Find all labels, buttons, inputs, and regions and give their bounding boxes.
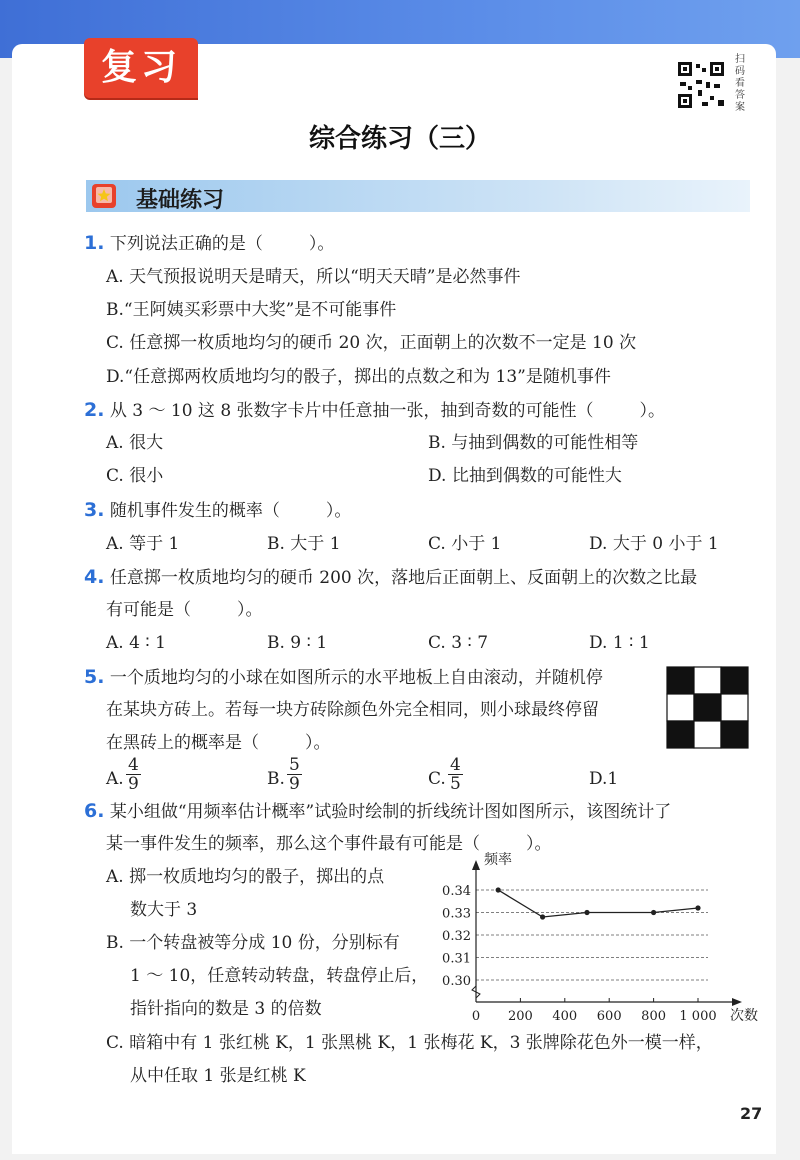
white-tile: [694, 721, 721, 748]
review-badge: 复习: [84, 38, 198, 98]
y-tick-label: 0.31: [442, 951, 471, 967]
q6-option-b[interactable]: B. 一个转盘被等分成 10 份，分别标有: [106, 933, 400, 953]
white-tile: [667, 694, 694, 721]
q6-option-b-cont2: 指针指向的数是 3 的倍数: [130, 999, 322, 1019]
q5-option-c-label[interactable]: C.: [428, 769, 446, 789]
page-title: 综合练习（三）: [308, 124, 491, 154]
star-book-icon: [90, 182, 120, 210]
section-title: 基础练习: [136, 188, 225, 213]
question-number: 5.: [84, 666, 105, 688]
q6-option-a-cont: 数大于 3: [130, 900, 198, 920]
question-number: 1.: [84, 232, 105, 254]
x-tick-label: 1 000: [679, 1009, 717, 1024]
question-6-line2: 某一事件发生的频率，那么这个事件最有可能是（ ）。: [106, 834, 552, 854]
q3-option-b[interactable]: B. 大于 1: [267, 534, 341, 554]
question-1-stem: 1. 下列说法正确的是（ ）。: [84, 232, 335, 254]
black-tile: [667, 667, 694, 694]
q4-option-a[interactable]: A. 4 ∶ 1: [106, 633, 166, 653]
black-tile: [721, 721, 748, 748]
series-line: [498, 890, 698, 917]
x-tick-label: 600: [596, 1009, 622, 1024]
q5-option-a-fraction[interactable]: $\frac{4}{9}$: [128, 755, 139, 794]
q5-option-a-label[interactable]: A.: [106, 769, 124, 789]
x-tick-label: 400: [552, 1009, 578, 1024]
q1-option-c[interactable]: C. 任意掷一枚质地均匀的硬币 20 次，正面朝上的次数不一定是 10 次: [106, 333, 637, 353]
q2-option-a[interactable]: A. 很大: [106, 433, 164, 453]
question-5-line2: 在某块方砖上。若每一块方砖除颜色外完全相同，则小球最终停留: [106, 700, 599, 720]
q4-option-d[interactable]: D. 1 ∶ 1: [589, 633, 650, 653]
q5-option-c-fraction[interactable]: $\frac{4}{5}$: [450, 755, 461, 794]
y-tick-label: 0.30: [442, 974, 471, 989]
x-axis-title: 次数: [730, 1008, 758, 1024]
q5-option-b-label[interactable]: B.: [267, 769, 285, 789]
q6-option-a[interactable]: A. 掷一枚质地均匀的骰子，掷出的点: [106, 867, 385, 887]
question-4-stem: 4. 任意掷一枚质地均匀的硬币 200 次，落地后正面朝上、反面朝上的次数之比最: [84, 566, 698, 588]
black-tile: [694, 694, 721, 721]
q2-option-c[interactable]: C. 很小: [106, 466, 164, 486]
question-number: 6.: [84, 800, 105, 822]
data-point: [651, 910, 656, 915]
question-number: 2.: [84, 399, 105, 421]
qr-caption: 扫码看答案: [735, 54, 745, 113]
q6-option-b-cont: 1 ～ 10，任意转动转盘，转盘停止后，: [130, 966, 429, 986]
data-point: [540, 914, 545, 919]
q3-option-d[interactable]: D. 大于 0 小于 1: [589, 534, 719, 554]
page-number: 27: [740, 1104, 763, 1123]
white-tile: [694, 667, 721, 694]
white-tile: [721, 694, 748, 721]
x-tick-label: 0: [471, 1009, 481, 1024]
frequency-line-chart: [440, 852, 760, 1032]
q1-option-b[interactable]: B.“王阿姨买彩票中大奖”是不可能事件: [106, 300, 397, 320]
question-3-stem: 3. 随机事件发生的概率（ ）。: [84, 499, 352, 521]
y-tick-label: 0.33: [442, 906, 471, 922]
q3-option-c[interactable]: C. 小于 1: [428, 534, 502, 554]
data-point: [584, 910, 589, 915]
black-tile: [667, 721, 694, 748]
q1-option-d[interactable]: D.“任意掷两枚质地均匀的骰子，掷出的点数之和为 13”是随机事件: [106, 367, 611, 387]
data-point: [496, 887, 501, 892]
question-number: 4.: [84, 566, 105, 588]
question-5-line3: 在黑砖上的概率是（ ）。: [106, 733, 331, 753]
x-axis-arrow: [732, 998, 742, 1006]
q3-option-a[interactable]: A. 等于 1: [106, 534, 180, 554]
q5-option-b-fraction[interactable]: $\frac{5}{9}$: [289, 755, 300, 794]
y-tick-label: 0.32: [442, 929, 471, 944]
question-number: 3.: [84, 499, 105, 521]
black-tile: [721, 667, 748, 694]
question-4-stem-cont: 有可能是（ ）。: [106, 600, 263, 620]
y-tick-label: 0.34: [442, 884, 471, 899]
q6-option-c[interactable]: C. 暗箱中有 1 张红桃 K，1 张黑桃 K，1 张梅花 K，3 张牌除花色外一模一样，: [106, 1033, 713, 1053]
q2-option-b[interactable]: B. 与抽到偶数的可能性相等: [428, 433, 639, 453]
q1-option-a[interactable]: A. 天气预报说明天是晴天，所以“明天天晴”是必然事件: [106, 267, 521, 287]
q6-option-c-cont: 从中任取 1 张是红桃 K: [130, 1066, 306, 1086]
question-6-stem: 6. 某小组做“用频率估计概率”试验时绘制的折线统计图如图所示，该图统计了: [84, 800, 672, 822]
x-tick-label: 800: [641, 1009, 667, 1024]
q4-option-b[interactable]: B. 9 ∶ 1: [267, 633, 328, 653]
y-axis-arrow: [472, 860, 480, 870]
question-2-stem: 2. 从 3 ～ 10 这 8 张数字卡片中任意抽一张，抽到奇数的可能性（ ）。: [84, 399, 666, 421]
y-axis-title: 频率: [484, 852, 512, 868]
q5-option-d[interactable]: D.1: [589, 769, 619, 789]
q2-option-d[interactable]: D. 比抽到偶数的可能性大: [428, 466, 622, 486]
question-5-stem: 5. 一个质地均匀的小球在如图所示的水平地板上自由滚动，并随机停: [84, 666, 603, 688]
tile-floor-figure: [666, 666, 750, 750]
x-tick-label: 200: [507, 1009, 533, 1024]
data-point: [695, 905, 700, 910]
q4-option-c[interactable]: C. 3 ∶ 7: [428, 633, 489, 653]
qr-code-icon[interactable]: [676, 60, 726, 110]
